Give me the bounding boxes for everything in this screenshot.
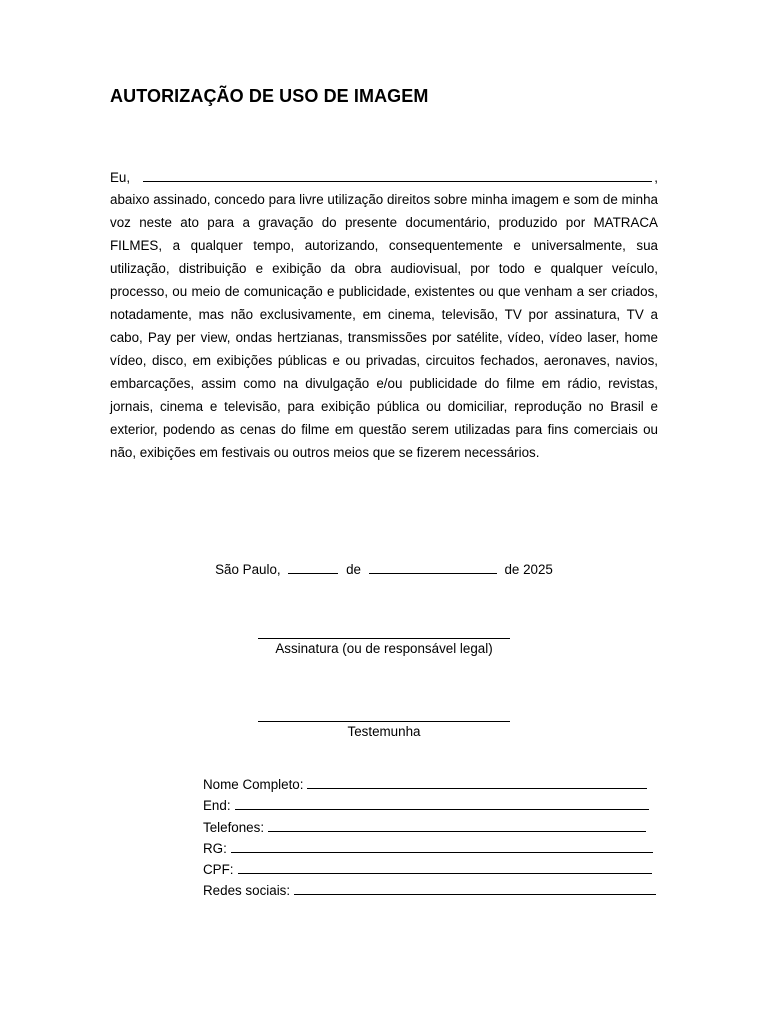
rg-field[interactable]	[231, 840, 653, 853]
document-title: AUTORIZAÇÃO DE USO DE IMAGEM	[110, 86, 429, 106]
date-city: São Paulo,	[215, 562, 281, 577]
cpf-field[interactable]	[238, 861, 652, 874]
witness-signature-line[interactable]	[258, 721, 510, 722]
intro-suffix: ,	[654, 170, 658, 185]
day-blank-field[interactable]	[288, 561, 338, 574]
form-row-cpf	[203, 861, 658, 882]
phones-label: Telefones:	[203, 819, 265, 835]
witness-info-form	[203, 776, 658, 904]
form-row-rg	[203, 840, 658, 861]
date-line	[0, 561, 768, 578]
phones-field[interactable]	[268, 819, 646, 832]
witness-signature-block	[258, 709, 510, 740]
signer-signature-caption: Assinatura (ou de responsável legal)	[275, 641, 493, 656]
intro-prefix: Eu,	[110, 170, 131, 185]
authorization-body-text: abaixo assinado, concedo para livre utilização direitos sobre minha imagem e som de minha voz neste ato para a gravação do presente documentário, produzido por MATRACA FILMES, a qualquer tempo, autorizando, consequentemente e universalmente, sua utilização, distribuição e exibição da obra audiovisual, por todo e qualquer veículo, processo, ou meio de comunicação e publicidade, existentes ou que venham a ser criados, notadamente, mas não exclusivamente, em cinema, televisão, TV por assinatura, TV a cabo, Pay per view, ondas hertzianas, transmissões por satélite, vídeo, vídeo laser, home vídeo, disco, em exibições públicas e ou privadas, circuitos fechados, aeronaves, navios, embarcações, assim como na divulgação e/ou publicidade do filme em rádio, revistas, jornais, cinema e televisão, para exibição pública ou domiciliar, reprodução no Brasil e exterior, podendo as cenas do filme em questão serem utilizadas para fins comerciais ou não, exibições em festivais ou outros meios que se fizerem necessários.	[110, 192, 658, 460]
date-de-1: de	[346, 562, 361, 577]
form-row-full-name	[203, 776, 658, 797]
form-row-address	[203, 797, 658, 818]
form-row-social	[203, 882, 658, 903]
month-blank-field[interactable]	[369, 561, 497, 574]
signer-signature-line[interactable]	[258, 638, 510, 639]
rg-label: RG:	[203, 840, 227, 856]
address-field[interactable]	[235, 797, 649, 810]
name-blank-field[interactable]	[143, 169, 652, 182]
social-networks-label: Redes sociais:	[203, 883, 291, 899]
signer-signature-block	[258, 626, 510, 657]
date-de-year: de 2025	[504, 562, 553, 577]
full-name-field[interactable]	[307, 776, 647, 789]
form-row-phones	[203, 819, 658, 840]
social-networks-field[interactable]	[294, 882, 656, 895]
full-name-label: Nome Completo:	[203, 777, 304, 792]
address-label: End:	[203, 798, 231, 814]
name-declaration-line	[110, 169, 658, 185]
witness-signature-caption: Testemunha	[347, 724, 421, 739]
cpf-label: CPF:	[203, 862, 234, 878]
